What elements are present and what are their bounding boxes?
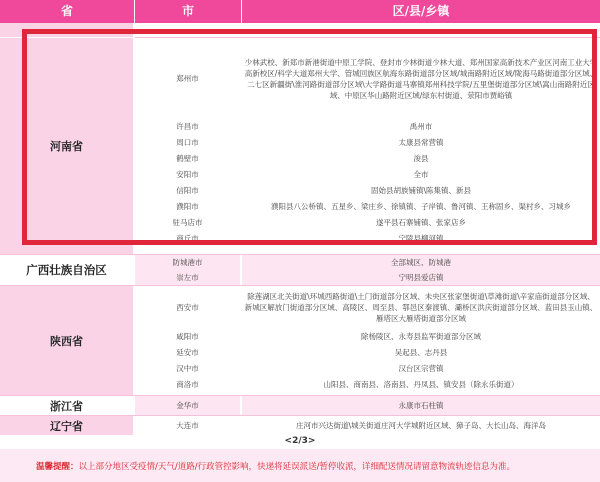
area-cell: 吴起县、志丹县 (394, 347, 448, 357)
area-cell: 汉台区宗营镇 (398, 363, 444, 373)
notice-text: 以上部分地区受疫情/天气/道路/行政管控影响，快递将延误派送/暂停收派，详细配送情况请留意物流轨迹信息为准。 (78, 461, 515, 472)
city-cell: 驻马店市 (172, 217, 203, 227)
area-cell: 太康县常营镇 (398, 137, 444, 147)
notice-label: 温馨提醒： (36, 461, 79, 472)
area-cell: 禹州市 (409, 121, 433, 131)
liaoning-areas (242, 416, 600, 435)
shaanxi-cities (135, 286, 240, 395)
city-cell: 濮阳市 (176, 201, 199, 211)
guangxi-cities (135, 255, 240, 285)
area-cell: 除莲湖区北关街道\环城西路街道\土门街道部分区域、未央区张家堡街道\草滩街道\辛家庙街道部分区域、新城区解放门街道部分区域、高陵区、周至县、鄠邑区秦渡镇、灞桥区洪庆街道部分区域、蓝田县玉山镇、雁塔区大雁塔街道部分区域 (244, 291, 598, 323)
city-cell: 西安市 (176, 302, 199, 312)
province-name: 浙江省 (50, 399, 83, 413)
city-cell: 大连市 (176, 421, 199, 430)
area-cell: 遂平县石寨铺镇、张家店乡 (376, 217, 466, 227)
notice-banner (0, 449, 600, 482)
city-cell: 许昌市 (176, 121, 199, 131)
city-cell: 商丘市 (176, 233, 199, 243)
area-cell: 山阳县、商南县、洛南县、丹凤县、镇安县（除永乐街道） (323, 379, 519, 389)
province-guangxi (0, 255, 133, 285)
city-cell: 鹤壁市 (176, 153, 199, 163)
city-cell: 郑州市 (176, 73, 199, 83)
area-cell: 除杨陵区、永寿县监军街道部分区域 (361, 331, 481, 341)
zhejiang-areas (242, 396, 600, 415)
city-cell: 延安市 (176, 347, 199, 357)
province-liaoning (0, 416, 133, 435)
liaoning-cities (135, 416, 240, 435)
area-cell: 全部城区、防城港 (391, 257, 451, 267)
area-cell: 浚县 (413, 153, 429, 163)
city-cell: 金华市 (176, 401, 199, 410)
city-cell: 崇左市 (176, 272, 199, 282)
area-cell: 固始县胡族铺镇\陈集镇、新县 (370, 185, 472, 195)
area-cell: 永康市石柱镇 (398, 401, 444, 410)
city-cell: 周口市 (176, 137, 199, 147)
province-shaanxi (0, 286, 133, 395)
city-cell: 安阳市 (176, 169, 199, 179)
area-cell: 庄河市兴达街道\城关街道庄河大学城附近区域、獐子岛、大长山岛、海洋岛 (295, 421, 547, 430)
header-district: 区/县/乡镇 (392, 4, 450, 18)
province-name: 辽宁省 (50, 419, 83, 433)
area-cell: 少林武校、新郑市新港街道中原工学院、登封市少林街道少林大道、郑州国家高新技术产业区河南工业大学高新校区/科学大道郑州大学、管城回族区航海东路街道部分区域/城南路附近区域/陇海马路街道部分区域、二七区新疆街\淮河路街道部分区域\大学路街道马寨镇郑州科技学院/五里堡街道部分区域\嵩山南路附近区域、中原区华山路附近区域/绿东村街道、荥阳市贾峪镇 (244, 58, 598, 100)
city-cell: 咸阳市 (176, 331, 199, 341)
city-cell: 商洛市 (176, 379, 199, 389)
province-name: 陕西省 (50, 334, 83, 348)
page-indicator: <2/3> (284, 436, 316, 446)
area-cell: 宁陵县柳河镇 (398, 233, 444, 243)
area-cell: 宁明县爱店镇 (398, 272, 444, 282)
shaanxi-areas (242, 286, 600, 395)
table-header (0, 0, 600, 23)
city-cell: 信阳市 (176, 185, 199, 195)
province-name: 河南省 (50, 140, 83, 153)
province-name: 广西壮族自治区 (26, 263, 107, 277)
header-province: 省 (0, 0, 135, 23)
area-cell: 全市 (413, 169, 429, 179)
city-cell: 汉中市 (176, 363, 199, 373)
city-cell: 防城港市 (172, 257, 203, 267)
province-zhejiang (0, 396, 133, 415)
guangxi-areas (242, 255, 600, 285)
header-city: 市 (135, 0, 242, 23)
zhejiang-cities (135, 396, 240, 415)
highlight-box (22, 29, 597, 245)
area-cell: 濮阳县八公桥镇、五星乡、梁庄乡、徐镇镇、子岸镇、鲁河镇、王称固乡、渠村乡、习城乡 (271, 201, 571, 211)
